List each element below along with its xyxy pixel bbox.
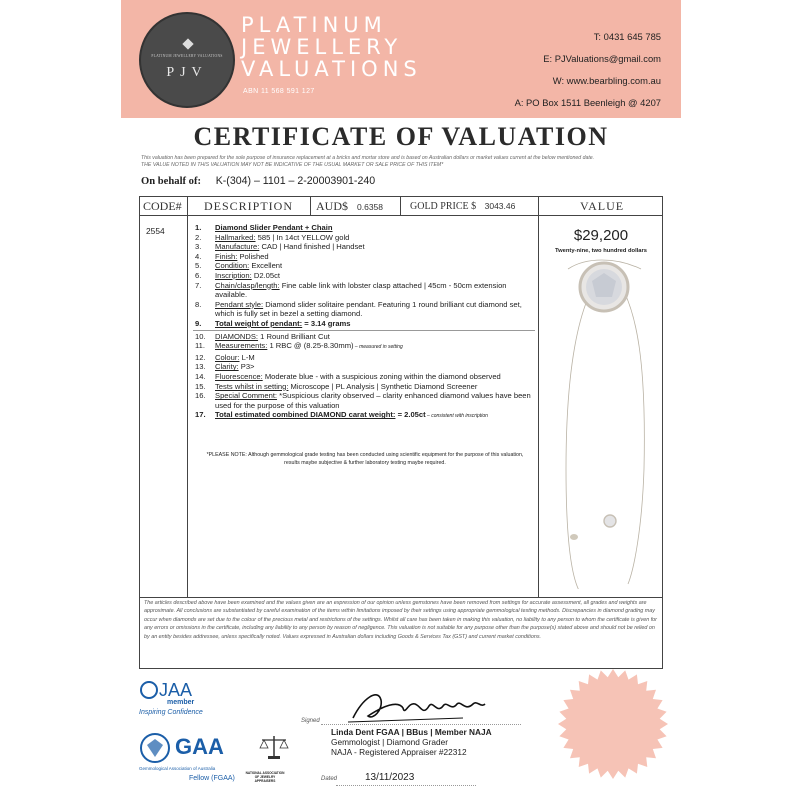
on-behalf-label: On behalf of: bbox=[141, 176, 202, 187]
aud-label: AUD$ bbox=[316, 199, 348, 213]
contact-website[interactable]: W: www.bearbling.com.au bbox=[552, 75, 661, 86]
item-label: Manufacture: bbox=[215, 242, 260, 252]
item-text bbox=[215, 233, 535, 243]
description-item bbox=[195, 410, 535, 422]
description-item bbox=[195, 353, 535, 363]
description-item bbox=[195, 382, 535, 392]
description-item bbox=[195, 391, 535, 410]
description-item bbox=[195, 332, 535, 342]
item-number: 5. bbox=[195, 261, 202, 271]
abn-number: ABN 11 568 591 127 bbox=[243, 88, 315, 95]
pendant-photo bbox=[546, 259, 656, 589]
item-text bbox=[215, 261, 535, 271]
brand-line: PLATINUM bbox=[241, 13, 387, 37]
item-text bbox=[215, 223, 535, 233]
item-value: 1 Round Brilliant Cut bbox=[258, 331, 330, 341]
item-number: 12. bbox=[195, 352, 206, 362]
item-label: Fluorescence: bbox=[215, 371, 263, 381]
item-label: Finish: bbox=[215, 251, 238, 261]
item-number: 1. bbox=[195, 223, 202, 232]
valuation-words: Twenty-nine, two hundred dollars bbox=[555, 248, 647, 254]
item-text bbox=[215, 252, 535, 262]
item-value: Excellent bbox=[249, 261, 283, 271]
item-label: Measurements: bbox=[215, 341, 268, 351]
item-value: P3> bbox=[238, 362, 255, 372]
item-label: Clarity: bbox=[215, 362, 239, 372]
description-item bbox=[195, 223, 535, 233]
item-label: Chain/clasp/length: bbox=[215, 280, 280, 290]
brand-line: JEWELLERY bbox=[241, 35, 403, 59]
description-item bbox=[195, 242, 535, 252]
jaa-badge bbox=[139, 680, 219, 727]
logo bbox=[139, 12, 235, 108]
item-text bbox=[215, 362, 535, 372]
brand-name bbox=[241, 14, 461, 80]
gold-label: GOLD PRICE $ bbox=[410, 201, 477, 212]
description-item bbox=[195, 341, 535, 353]
terms-box bbox=[139, 596, 663, 669]
description-item bbox=[195, 261, 535, 271]
gaa-gem-icon bbox=[139, 732, 171, 764]
column-divider bbox=[187, 197, 188, 597]
jaa-tagline: Inspiring Confidence bbox=[139, 709, 203, 716]
header-aud bbox=[316, 197, 383, 215]
disclaimer-line: THE VALUE NOTED IN THIS VALUATION MAY NOT BE INDICATIVE OF THE USUAL MARKET OR SALE PRICE OF THIS ITEM* bbox=[141, 162, 444, 168]
brand-line: VALUATIONS bbox=[241, 57, 422, 81]
item-value: 585 | In 14ct YELLOW gold bbox=[255, 232, 350, 242]
valuation-date: 13/11/2023 bbox=[365, 772, 415, 783]
item-label: Hallmarked: bbox=[215, 232, 256, 242]
signer-role: Gemmologist | Diamond Grader bbox=[331, 737, 448, 747]
item-text bbox=[215, 300, 535, 319]
item-note: – consistent with inscription bbox=[425, 413, 488, 420]
item-number: 11. bbox=[195, 341, 205, 351]
item-label: Special Comment: bbox=[215, 391, 278, 401]
item-value: = 3.14 grams bbox=[302, 318, 351, 328]
seal-starburst bbox=[558, 669, 668, 779]
item-label: Total weight of pendant: bbox=[215, 318, 303, 328]
valuation-table bbox=[139, 196, 663, 598]
item-value: 1 RBC @ (8.25-8.30mm) bbox=[267, 341, 354, 351]
description-item bbox=[195, 281, 535, 300]
item-text bbox=[215, 372, 535, 382]
description-item bbox=[195, 252, 535, 262]
gaa-fellow: Fellow (FGAA) bbox=[189, 775, 235, 782]
item-value: *Suspicious clarity observed – clarity enhanced diamond values have been used for the purpose of this valuation bbox=[215, 391, 531, 410]
gaa-badge bbox=[139, 732, 235, 782]
item-code: 2554 bbox=[146, 226, 165, 236]
signature-line bbox=[321, 724, 521, 725]
contact-address: A: PO Box 1511 Beenleigh @ 4207 bbox=[514, 97, 661, 108]
item-value: Diamond slider solitaire pendant. Featuring 1 round brilliant cut diamond set, which is fully set in bezel a setting diamond. bbox=[215, 299, 522, 319]
signer-registration: NAJA - Registered Appraiser #22312 bbox=[331, 747, 467, 757]
description-list bbox=[195, 223, 535, 422]
gold-value: 3043.46 bbox=[484, 201, 516, 211]
item-number: 8. bbox=[195, 299, 202, 309]
letterhead bbox=[121, 0, 681, 118]
item-number: 16. bbox=[195, 391, 206, 401]
signed-label: Signed bbox=[301, 718, 320, 724]
certificate-seal bbox=[557, 668, 669, 780]
item-label: Tests whilst in setting: bbox=[215, 381, 289, 391]
item-text bbox=[215, 382, 535, 392]
gaa-name: GAA bbox=[175, 734, 224, 759]
item-number: 3. bbox=[195, 242, 202, 252]
item-value: CAD | Hand finished | Handset bbox=[259, 242, 365, 252]
description-item bbox=[195, 233, 535, 243]
disclaimer bbox=[141, 155, 681, 169]
item-label: Condition: bbox=[215, 261, 250, 271]
item-number: 2. bbox=[195, 232, 202, 242]
item-number: 7. bbox=[195, 280, 202, 290]
header-code: CODE# bbox=[143, 199, 182, 213]
item-value: Microscope | PL Analysis | Synthetic Diamond Screener bbox=[288, 381, 478, 391]
item-number: 4. bbox=[195, 251, 202, 261]
item-value: Fine cable link with lobster clasp attached | 45cm - 50cm extension available. bbox=[215, 280, 507, 300]
item-label: DIAMONDS: bbox=[215, 331, 259, 341]
description-item bbox=[195, 319, 535, 329]
aud-value: 0.6358 bbox=[357, 202, 383, 212]
item-text bbox=[215, 319, 535, 329]
item-label: Inscription: bbox=[215, 270, 252, 280]
page-title: CERTIFICATE OF VALUATION bbox=[193, 122, 609, 151]
description-item bbox=[195, 271, 535, 281]
item-note: – measured in setting bbox=[353, 344, 403, 351]
item-label: Pendant style: bbox=[215, 299, 264, 309]
contact-phone: T: 0431 645 785 bbox=[593, 31, 661, 42]
item-text bbox=[215, 242, 535, 252]
header-description: DESCRIPTION bbox=[204, 199, 294, 213]
item-number: 14. bbox=[195, 371, 206, 381]
signature bbox=[343, 688, 493, 728]
signer-name: Linda Dent FGAA | BBus | Member NAJA bbox=[331, 727, 492, 737]
item-text bbox=[215, 353, 535, 363]
logo-ring-text: PLATINUM JEWELLERY VALUATIONS bbox=[151, 54, 223, 58]
clasp bbox=[570, 534, 578, 540]
gaa-sub: Gemmological Association of Australia bbox=[139, 766, 216, 771]
item-text bbox=[215, 410, 535, 422]
item-label: Colour: bbox=[215, 352, 240, 362]
pendant-small bbox=[604, 515, 616, 527]
section-divider bbox=[193, 330, 535, 331]
valuation-amount: $29,200 bbox=[573, 227, 629, 244]
naja-label: NATIONAL ASSOCIATION OF JEWELRY APPRAISERS bbox=[245, 771, 285, 783]
item-value: L-M bbox=[239, 352, 255, 362]
item-label: Diamond Slider Pendant + Chain bbox=[215, 223, 333, 232]
disclaimer-line: This valuation has been prepared for the sole purpose of insurance replacement at a bricks and mortar store and is based on Australian dollars or market values current at the below mentioned date. bbox=[141, 155, 595, 161]
jaa-name: JAA bbox=[159, 680, 193, 700]
item-number: 9. bbox=[195, 318, 202, 328]
header-value: VALUE bbox=[580, 199, 625, 213]
contact-email[interactable]: E: PJValuations@gmail.com bbox=[543, 53, 661, 64]
testing-note: *PLEASE NOTE: Although gemmological grade testing has been conducted using scientific equipment for the purpose of this valuation, results maybe subjective & further laboratory testing maybe required. bbox=[206, 452, 524, 466]
jaa-ring-icon bbox=[141, 682, 157, 698]
item-label: Total estimated combined DIAMOND carat weight: bbox=[215, 410, 396, 420]
chain-right bbox=[608, 269, 644, 584]
item-number: 6. bbox=[195, 270, 202, 280]
item-number: 15. bbox=[195, 381, 206, 391]
item-value: = 2.05ct bbox=[395, 410, 426, 420]
item-text bbox=[215, 391, 535, 410]
chain-left bbox=[566, 269, 606, 589]
certificate-page bbox=[121, 0, 681, 800]
item-text bbox=[215, 341, 535, 353]
item-text bbox=[215, 281, 535, 300]
item-number: 13. bbox=[195, 362, 206, 372]
logo-initials: PJV bbox=[166, 65, 208, 80]
on-behalf-of bbox=[141, 175, 375, 187]
item-value: Moderate blue - with a suspicious zoning within the diamond observed bbox=[262, 371, 501, 381]
header-gold bbox=[410, 197, 515, 215]
item-value: Polished bbox=[237, 251, 269, 261]
dated-label: Dated bbox=[321, 776, 338, 782]
column-divider bbox=[310, 197, 311, 215]
description-item bbox=[195, 300, 535, 319]
on-behalf-value: K-(304) – 1101 – 2-20003901-240 bbox=[215, 175, 376, 187]
item-number: 17. bbox=[195, 410, 206, 420]
column-divider bbox=[400, 197, 401, 215]
signer-block bbox=[331, 727, 492, 757]
item-value: D2.05ct bbox=[251, 270, 281, 280]
item-text bbox=[215, 332, 535, 342]
jaa-member: member bbox=[167, 699, 195, 706]
diamond-icon bbox=[182, 38, 193, 49]
terms-text: The articles described above have been examined and the values given are an expression of our opinion unless gemstones have been removed from settings for accurate assessment, all grades and weights are approximate. All conclusions are substantiated by careful examination of the items within limitations imposed by their settings using appropriate gemmological testing methods. Discrepancies in diamond grading may occur when diamonds are set due to the colour of the precious metal and restrictions of the settings. Whilst all care has been taken in making this valuation, no liability to any person to whom the certificate is given for any errors or omissions in the certificate, including any liability to any person by reason of negligence. This valuation is not suitable for any purpose other than the purpose(s) stated above and should not be relied on by an entity besides addressee, unless specifically noted. Values expressed in Australian dollars including Goods & Services Tax (GST) and current market conditions. bbox=[144, 600, 657, 640]
scales-icon bbox=[259, 734, 289, 760]
item-number: 10. bbox=[195, 331, 206, 341]
description-item bbox=[195, 362, 535, 372]
item-text bbox=[215, 271, 535, 281]
description-item bbox=[195, 372, 535, 382]
contact-block bbox=[515, 26, 661, 114]
date-line bbox=[336, 785, 476, 786]
column-divider bbox=[538, 197, 539, 597]
